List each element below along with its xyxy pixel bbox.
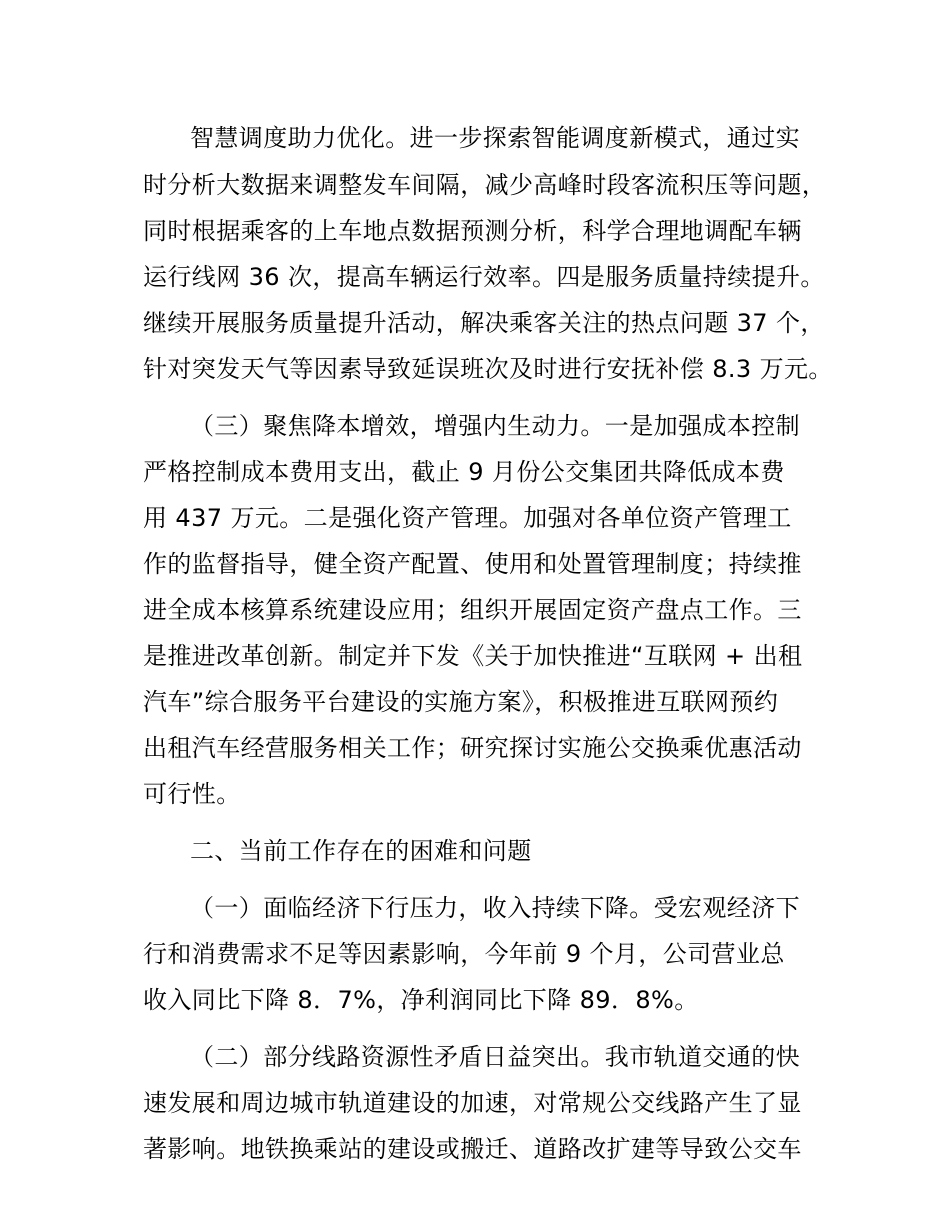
paragraph-line: 汽车”综合服务平台建设的实施方案》，积极推进互联网预约 [143,688,779,716]
paragraph-line: 智慧调度助力优化。进一步探索智能调度新模式，通过实 [190,124,800,152]
paragraph-line: 针对突发天气等因素导致延误班次及时进行安抚补偿 8.3 万元。 [143,355,833,383]
paragraph-line: 作的监督指导，健全资产配置、使用和处置管理制度；持续推 [143,550,802,578]
paragraph-line: 继续开展服务质量提升活动，解决乘客关注的热点问题 37 个， [143,309,825,337]
paragraph-line: 速发展和周边城市轨道建设的加速，对常规公交线路产生了显 [143,1089,802,1117]
paragraph-line: 是推进改革创新。制定并下发《关于加快推进“互联网 + 出租 [143,642,803,670]
paragraph-line: 可行性。 [143,780,241,808]
paragraph-line: 时分析大数据来调整发车间隔，减少高峰时段客流积压等问题， [143,171,827,199]
paragraph-line: （三）聚焦降本增效，增强内生动力。一是加强成本控制 [190,412,800,440]
paragraph-line: （二）部分线路资源性矛盾日益突出。我市轨道交通的快 [190,1043,800,1071]
paragraph-line: 进全成本核算系统建设应用；组织开展固定资产盘点工作。三 [143,596,802,624]
paragraph-line: 著影响。地铁换乘站的建设或搬迁、道路改扩建等导致公交车 [143,1135,802,1163]
paragraph-line: 运行线网 36 次，提高车辆运行效率。四是服务质量持续提升。 [143,263,825,291]
section-heading: 二、当前工作存在的困难和问题 [190,837,532,865]
paragraph-line: 用 437 万元。二是强化资产管理。加强对各单位资产管理工 [143,504,792,532]
paragraph-line: 同时根据乘客的上车地点数据预测分析，科学合理地调配车辆 [143,217,802,245]
paragraph-line: 出租汽车经营服务相关工作；研究探讨实施公交换乘优惠活动 [143,734,802,762]
paragraph-line: （一）面临经济下行压力，收入持续下降。受宏观经济下 [190,894,800,922]
paragraph-line: 行和消费需求不足等因素影响，今年前 9 个月，公司营业总 [143,940,785,968]
paragraph-line: 收入同比下降 8．7%，净利润同比下降 89．8%。 [143,986,699,1014]
paragraph-line: 严格控制成本费用支出，截止 9 月份公交集团共降低成本费 [143,458,785,486]
